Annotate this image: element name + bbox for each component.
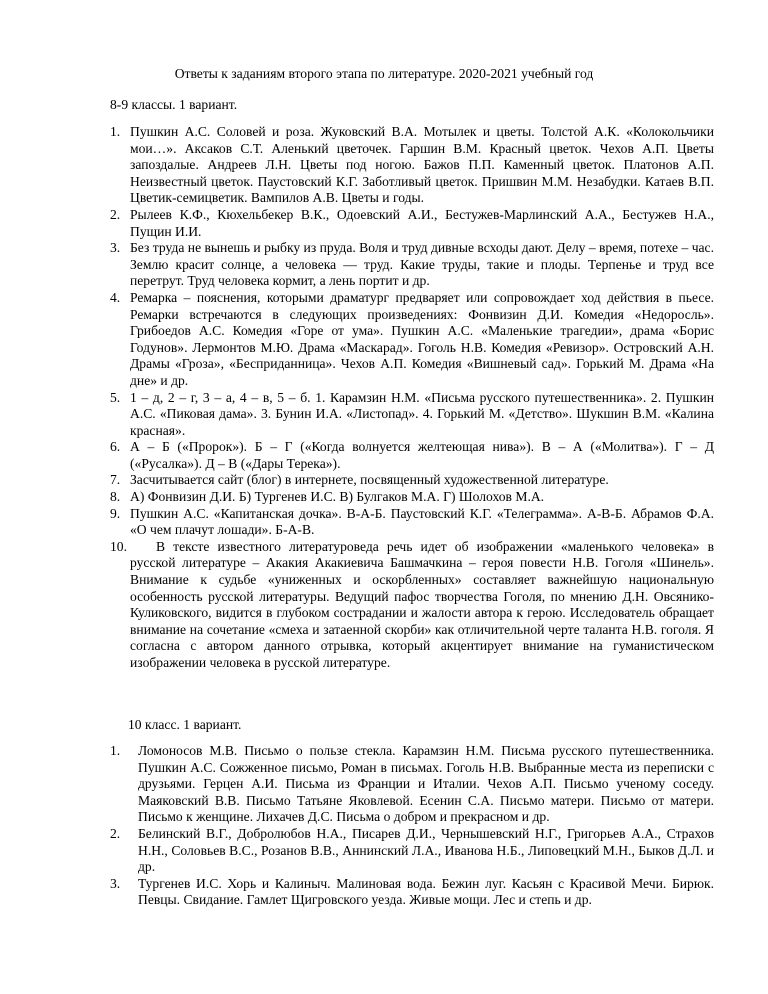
list-item: 4. Ремарка – пояснения, которыми драматург предваряет или сопровождает ход действия в пьесе. Ремарки встречаются в следующих произведениях: Фонвизин Д.И. Комедия «Недоросль». Грибоедов А.С. Комедия «Горе от ума». Пушкин А.С. «Маленькие трагедии», драма «Борис Годунов». Лермонтов М.Ю. Драма «Маскарад». Гоголь Н.В. Комедия «Ревизор». Островский А.Н. Драмы «Гроза», «Бесприданница». Чехов А.П. Комедия «Вишневый сад». Горький М. Драма «На дне» и др. <box>110 289 714 388</box>
list-item: 1. Ломоносов М.В. Письмо о пользе стекла. Карамзин Н.М. Письма русского путешественника. Пушкин А.С. Сожженное письмо, Роман в письмах. Гоголь Н.В. Выбранные места из переписки с друзьями. Герцен А.И. Письма из Франции и Италии. Чехов А.П. Письмо ученому соседу. Маяковский В.В. Письмо Татьяне Яковлевой. Есенин С.А. Письмо матери. Письмо от матери. Письмо к женщине. Лихачев Д.С. Письма о добром и прекрасном и др. <box>110 743 714 825</box>
list-item: 3. Тургенев И.С. Хорь и Калиныч. Малиновая вода. Бежин луг. Касьян с Красивой Мечи. Бирюк. Певцы. Свидание. Гамлет Щигровского уезда. Живые мощи. Лес и степь и др. <box>110 875 714 908</box>
item-text: Рылеев К.Ф., Кюхельбекер В.К., Одоевский А.И., Бестужев-Марлинский А.А., Бестужев Н.А., Пущин И.И. <box>130 206 714 239</box>
item-text: А) Фонвизин Д.И. Б) Тургенев И.С. В) Булгаков М.А. Г) Шолохов М.А. <box>130 489 545 505</box>
section-heading-10: 10 класс. 1 вариант. <box>128 717 242 732</box>
section-heading-8-9: 8-9 классы. 1 вариант. <box>110 97 238 112</box>
list-item: 9. Пушкин А.С. «Капитанская дочка». В-А-Б. Паустовский К.Г. «Телеграмма». А-В-Б. Абрамов Ф.А. «О чем плачут лошади». Б-А-В. <box>110 505 714 538</box>
item-text: Белинский В.Г., Добролюбов Н.А., Писарев Д.И., Чернышевский Н.Г., Григорьев А.А., Страхов Н.Н., Соловьев В.С., Розанов В.В., Аннинский Л.А., Иванова Н.Б., Липовецкий М.Н., Быков Д.Л. и др. <box>138 825 714 875</box>
list-item: 10. В тексте известного литературоведа речь идет об изображении «маленького человека» в русской литературе – Акакия Акакиевича Башмачкина – героя повести Н.В. Гоголя «Шинель». Внимание к судьбе «униженных и оскорбленных» составляет важнейшую национальную особенность русской литературы. Ведущий пафос творчества Гоголя, по мнению Д.Н. Овсянико-Куликовского, видится в глубоком сострадании и жалости автора к герою. Исследователь обращает внимание на сочетание «смеха и затаенной скорби» как отличительной черте таланта Н.В. гоголя. Я согласна с автором данного отрывка, который акцентирует внимание на гуманистическом изображении человека в русской литературе. <box>110 538 714 670</box>
item-text: Засчитывается сайт (блог) в интернете, посвященный художественной литературе. <box>130 472 609 488</box>
item-text: Пушкин А.С. «Капитанская дочка». В-А-Б. Паустовский К.Г. «Телеграмма». А-В-Б. Абрамов Ф.А. «О чем плачут лошади». Б-А-В. <box>130 505 714 538</box>
answers-list-8-9 <box>110 124 714 672</box>
list-item: 6. А – Б («Пророк»). Б – Г («Когда волнуется желтеющая нива»). В – А («Молитва»). Г – Д («Русалка»). Д – В («Дары Терека»). <box>110 439 714 471</box>
list-item: 8. А) Фонвизин Д.И. Б) Тургенев И.С. В) Булгаков М.А. Г) Шолохов М.А. <box>110 489 545 505</box>
item-text: А – Б («Пророк»). Б – Г («Когда волнуется желтеющая нива»). В – А («Молитва»). Г – Д («Русалка»). Д – В («Дары Терека»). <box>130 439 714 471</box>
answers-list-10 <box>110 743 714 909</box>
item-text: Пушкин А.С. Соловей и роза. Жуковский В.А. Мотылек и цветы. Толстой А.К. «Колокольчики мои…». Аксаков С.Т. Аленький цветочек. Гаршин В.М. Красный цветок. Чехов А.П. Цветы запоздалые. Андреев Л.Н. Цветы под ногою. Бажов П.П. Каменный цветок. Платонов А.П. Неизвестный цветок. Паустовский К.Г. Заботливый цветок. Пришвин М.М. Незабудки. Катаев В.П. Цветик-семицветик. Вампилов А.В. Цветы и годы. <box>130 124 714 206</box>
list-item: 7. Засчитывается сайт (блог) в интернете, посвященный художественной литературе. <box>110 472 609 488</box>
item-text: Ломоносов М.В. Письмо о пользе стекла. Карамзин Н.М. Письма русского путешественника. Пушкин А.С. Сожженное письмо, Роман в письмах. Гоголь Н.В. Выбранные места из переписки с друзьями. Герцен А.И. Письма из Франции и Италии. Чехов А.П. Письмо ученому соседу. Маяковский В.В. Письмо Татьяне Яковлевой. Есенин С.А. Письмо матери. Письмо от матери. Письмо к женщине. Лихачев Д.С. Письма о добром и прекрасном и др. <box>138 743 714 825</box>
list-item: 2. Рылеев К.Ф., Кюхельбекер В.К., Одоевский А.И., Бестужев-Марлинский А.А., Бестужев Н.А., Пущин И.И. <box>110 206 714 239</box>
item-text: Без труда не вынешь и рыбку из пруда. Воля и труд дивные всходы дают. Делу – время, потехе – час. Землю красит солнце, а человека — труд. Какие труды, такие и плоды. Терпенье и труд все перетрут. Труд человека кормит, а лень портит и др. <box>130 240 714 289</box>
list-item: 1. Пушкин А.С. Соловей и роза. Жуковский В.А. Мотылек и цветы. Толстой А.К. «Колокольчики мои…». Аксаков С.Т. Аленький цветочек. Гаршин В.М. Красный цветок. Чехов А.П. Цветы запоздалые. Андреев Л.Н. Цветы под ногою. Бажов П.П. Каменный цветок. Платонов А.П. Неизвестный цветок. Паустовский К.Г. Заботливый цветок. Пришвин М.М. Незабудки. Катаев В.П. Цветик-семицветик. Вампилов А.В. Цветы и годы. <box>110 124 714 206</box>
item-text: В тексте известного литературоведа речь идет об изображении «маленького человека» в русской литературе – Акакия Акакиевича Башмачкина – героя повести Н.В. Гоголя «Шинель». Внимание к судьбе «униженных и оскорбленных» составляет важнейшую национальную особенность русской литературы. Ведущий пафос творчества Гоголя, по мнению Д.Н. Овсянико-Куликовского, видится в глубоком сострадании и жалости автора к герою. Исследователь обращает внимание на сочетание «смеха и затаенной скорби» как отличительной черте таланта Н.В. гоголя. Я согласна с автором данного отрывка, который акцентирует внимание на гуманистическом изображении человека в русской литературе. <box>130 538 714 670</box>
item-text: Ремарка – пояснения, которыми драматург предваряет или сопровождает ход действия в пьесе. Ремарки встречаются в следующих произведениях: Фонвизин Д.И. Комедия «Недоросль». Грибоедов А.С. Комедия «Горе от ума». Пушкин А.С. «Маленькие трагедии», драма «Борис Годунов». Лермонтов М.Ю. Драма «Маскарад». Гоголь Н.В. Комедия «Ревизор». Островский А.Н. Драмы «Гроза», «Бесприданница». Чехов А.П. Комедия «Вишневый сад». Горький М. Драма «На дне» и др. <box>130 289 714 388</box>
list-item: 3. Без труда не вынешь и рыбку из пруда. Воля и труд дивные всходы дают. Делу – время, потехе – час. Землю красит солнце, а человека — труд. Какие труды, такие и плоды. Терпенье и труд все перетрут. Труд человека кормит, а лень портит и др. <box>110 240 714 289</box>
document-title: Ответы к заданиям второго этапа по литературе. 2020-2021 учебный год <box>174 66 594 81</box>
item-text: 1 – д, 2 – г, 3 – а, 4 – в, 5 – б. 1. Карамзин Н.М. «Письма русского путешественника». 2. Пушкин А.С. «Пиковая дама». 3. Бунин И.А. «Листопад». 4. Горький М. «Детство». Шукшин В.М. «Калина красная». <box>130 389 714 438</box>
list-item: 5. 1 – д, 2 – г, 3 – а, 4 – в, 5 – б. 1. Карамзин Н.М. «Письма русского путешественника». 2. Пушкин А.С. «Пиковая дама». 3. Бунин И.А. «Листопад». 4. Горький М. «Детство». Шукшин В.М. «Калина красная». <box>110 389 714 438</box>
item-text: Тургенев И.С. Хорь и Калиныч. Малиновая вода. Бежин луг. Касьян с Красивой Мечи. Бирюк. Певцы. Свидание. Гамлет Щигровского уезда. Живые мощи. Лес и степь и др. <box>138 875 714 908</box>
list-item: 2. Белинский В.Г., Добролюбов Н.А., Писарев Д.И., Чернышевский Н.Г., Григорьев А.А., Страхов Н.Н., Соловьев В.С., Розанов В.В., Аннинский Л.А., Иванова Н.Б., Липовецкий М.Н., Быков Д.Л. и др. <box>110 825 714 875</box>
